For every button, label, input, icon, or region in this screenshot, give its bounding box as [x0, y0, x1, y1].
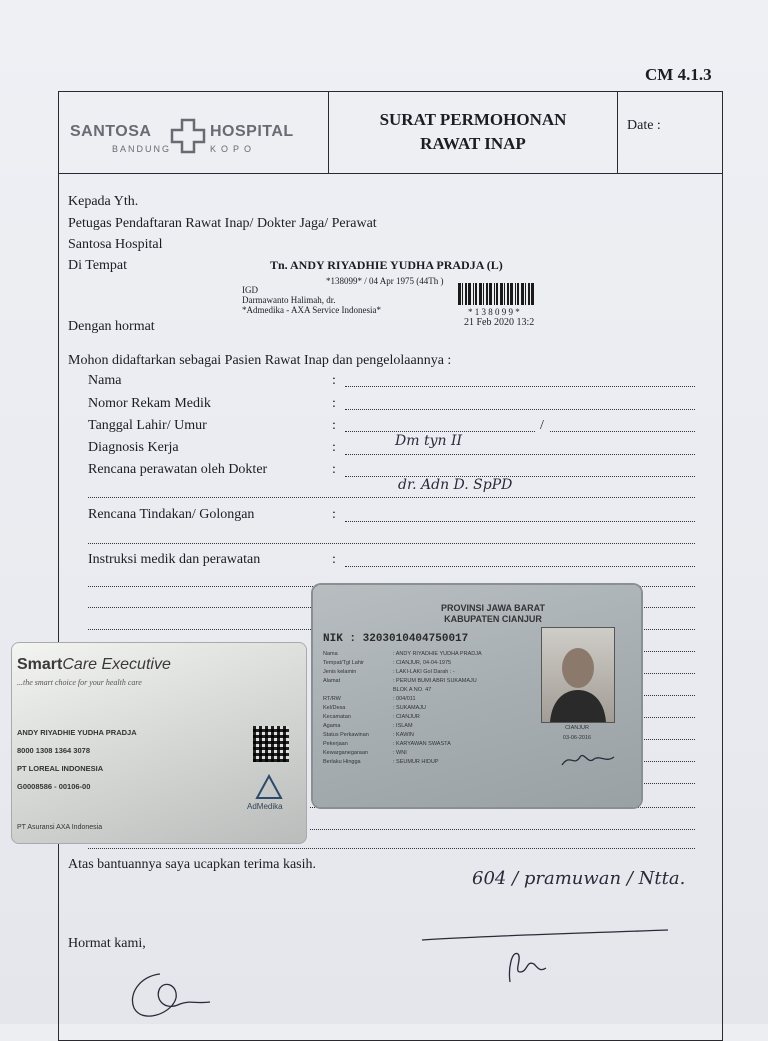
barcode-bar [525, 283, 526, 305]
closing-text: Hormat kami, [68, 936, 146, 951]
field-line-rencana-perawatan-2[interactable] [88, 497, 695, 498]
field-line-rencana-tindakan-2[interactable] [88, 543, 695, 544]
field-line-instruksi[interactable] [345, 566, 695, 567]
ktp-field-value: : ANDY RIYADHIE YUDHA PRADJA [393, 651, 482, 657]
barcode-bar [483, 283, 484, 305]
field-line-instruksi-14[interactable] [88, 848, 695, 849]
logo-sub-kopo: KOPO [210, 144, 257, 154]
barcode-bar [500, 283, 503, 305]
thanks-text: Atas bantuannya saya ucapkan terima kasih. [68, 857, 317, 872]
barcode-bar [475, 283, 477, 305]
handwritten-note: 604 / pramuwan / Ntta. [472, 868, 686, 889]
admedika-logo-icon [255, 774, 283, 800]
field-line-instruksi-9[interactable] [640, 739, 695, 740]
barcode-bar [458, 283, 461, 305]
ktp-field-value: : SEUMUR HIDUP [393, 759, 439, 765]
patient-signature [120, 968, 230, 1024]
field-line-instruksi-13[interactable] [310, 829, 695, 830]
header-divider-right [617, 91, 618, 173]
field-line-instruksi-12[interactable] [310, 807, 695, 808]
card-company: PT LOREAL INDONESIA [17, 764, 104, 773]
field-colon: : [332, 373, 336, 388]
field-line-tanggal-lahir[interactable] [345, 431, 535, 432]
qr-code-icon [253, 726, 289, 762]
ktp-field-label: Kel/Desa [323, 705, 346, 711]
barcode-bar [489, 283, 492, 305]
ktp-field-value: BLOK A NO. 47 [393, 687, 432, 693]
field-label-tanggal-lahir: Tanggal Lahir/ Umur [88, 418, 207, 433]
field-line-instruksi-5[interactable] [640, 651, 695, 652]
field-colon: : [332, 440, 336, 455]
ktp-issue-date: 03-06-2016 [562, 735, 592, 741]
handwritten-diagnosis: Dm tyn II [395, 433, 463, 449]
field-line-diagnosis[interactable] [345, 454, 695, 455]
field-label-instruksi: Instruksi medik dan perawatan [88, 552, 261, 567]
ktp-field-value: : 004/011 [393, 696, 416, 702]
label-timestamp: 21 Feb 2020 13:2 [464, 317, 535, 328]
logo-sub-bandung: BANDUNG [112, 144, 172, 154]
ktp-field-value: : LAKI-LAKI Gol Darah : - [393, 669, 455, 675]
ktp-photo [541, 627, 615, 723]
barcode-bar [465, 283, 467, 305]
field-label-nama: Nama [88, 373, 122, 388]
doctor-signature [500, 942, 550, 986]
person-photo-icon [542, 628, 614, 722]
title-line-2: RAWAT INAP [420, 134, 526, 153]
form-code: CM 4.1.3 [645, 65, 712, 84]
ktp-field-value: : KARYAWAN SWASTA [393, 741, 451, 747]
address-line-3: Di Tempat [68, 258, 128, 273]
field-colon: : [332, 418, 336, 433]
field-line-nama[interactable] [345, 386, 695, 387]
hospital-logo [70, 118, 320, 162]
field-line-rencana-tindakan[interactable] [345, 521, 695, 522]
ktp-field-value: : WNI [393, 750, 407, 756]
card-holder: ANDY RIYADHIE YUDHA PRADJA [17, 728, 137, 737]
barcode-bar [496, 283, 498, 305]
card-policy: G0008586 - 00106-00 [17, 782, 91, 791]
field-label-rencana-perawatan: Rencana perawatan oleh Dokter [88, 462, 268, 477]
barcode-bar [517, 283, 519, 305]
ktp-field-value: : PERUM BUMI ABRI SUKAMAJU [393, 678, 477, 684]
ktp-field-label: Pekerjaan [323, 741, 348, 747]
ktp-field-label: Tempat/Tgl Lahir [323, 660, 364, 666]
logo-word-hospital: HOSPITAL [210, 123, 294, 140]
field-colon: : [332, 396, 336, 411]
field-line-instruksi-7[interactable] [640, 695, 695, 696]
header-divider-left [328, 91, 329, 173]
intro-text: Mohon didaftarkan sebagai Pasien Rawat Inap dan pengelolaannya : [68, 353, 452, 368]
barcode-bar [515, 283, 516, 305]
logo-word-santosa: SANTOSA [70, 123, 152, 140]
field-colon: : [332, 552, 336, 567]
date-separator: / [540, 418, 544, 433]
field-colon: : [332, 462, 336, 477]
ktp-field-value: : SUKAMAJU [393, 705, 427, 711]
ktp-field-value: : ISLAM [393, 723, 413, 729]
barcode-icon [458, 283, 538, 307]
ktp-field-label: Kewarganegaraan [323, 750, 368, 756]
ktp-field-value: : CIANJUR [393, 714, 420, 720]
title-line-1: SURAT PERMOHONAN [379, 110, 567, 129]
barcode-number: * 1 3 8 0 9 9 * [468, 307, 520, 317]
barcode-bar [521, 283, 524, 305]
card-number: 8000 1308 1364 3078 [17, 746, 90, 755]
ktp-field-label: Alamat [323, 678, 341, 684]
card-insurer: PT Asuransi AXA Indonesia [17, 824, 103, 831]
field-line-instruksi-10[interactable] [640, 761, 695, 762]
address-line-2: Santosa Hospital [68, 237, 163, 252]
barcode-bar [531, 283, 534, 305]
id-card [313, 585, 641, 807]
barcode-bar [473, 283, 474, 305]
patient-label-payer: *Admedika - AXA Service Indonesia* [242, 305, 381, 315]
field-label-rekam-medik: Nomor Rekam Medik [88, 396, 211, 411]
barcode-bar [504, 283, 505, 305]
barcode-bar [507, 283, 509, 305]
ktp-province: PROVINSI JAWA BARAT [440, 603, 545, 613]
field-label-rencana-tindakan: Rencana Tindakan/ Golongan [88, 507, 255, 522]
address-line-1: Petugas Pendaftaran Rawat Inap/ Dokter Jaga/ Perawat [68, 216, 377, 231]
ktp-nik: NIK : 3203010404750017 [323, 633, 469, 645]
address-to: Kepada Yth. [68, 194, 139, 209]
field-label-diagnosis: Diagnosis Kerja [88, 440, 179, 455]
patient-label-mrn: *138099* / 04 Apr 1975 (44Th ) [326, 276, 444, 286]
ktp-field-value: : KAWIN [393, 732, 414, 738]
field-line-umur[interactable] [550, 431, 695, 432]
greeting: Dengan hormat [68, 319, 155, 334]
ktp-field-label: Status Perkawinan [323, 732, 369, 738]
card-brand: SmartCare Executive [17, 656, 171, 673]
ktp-field-label: RT/RW [323, 696, 341, 702]
field-line-rekam-medik[interactable] [345, 409, 695, 410]
ktp-regency: KABUPATEN CIANJUR [444, 614, 542, 624]
ktp-field-label: Agama [323, 723, 341, 729]
field-colon: : [332, 507, 336, 522]
barcode-bar [462, 283, 463, 305]
ktp-field-value: : CIANJUR, 04-04-1975 [393, 660, 452, 666]
ktp-field-label: Nama [323, 651, 338, 657]
header-divider [58, 173, 723, 174]
barcode-bar [468, 283, 471, 305]
insurance-card [11, 642, 307, 844]
barcode-bar [494, 283, 495, 305]
ktp-field-label: Jenis kelamin [323, 669, 357, 675]
barcode-bar [479, 283, 482, 305]
card-tagline: ...the smart choice for your health care [17, 678, 142, 687]
barcode-bar [528, 283, 530, 305]
patient-label-unit: IGD [242, 285, 258, 295]
patient-label-doctor: Darmawanto Halimah, dr. [242, 295, 336, 305]
field-line-instruksi-6[interactable] [640, 673, 695, 674]
field-line-instruksi-11[interactable] [640, 783, 695, 784]
barcode-bar [510, 283, 513, 305]
ktp-field-label: Kecamatan [323, 714, 351, 720]
ktp-issue-city: CIANJUR [565, 725, 589, 731]
document-title [330, 108, 616, 156]
ktp-signature [558, 747, 618, 771]
patient-label-name: Tn. ANDY RIYADHIE YUDHA PRADJA (L) [270, 258, 503, 272]
cross-icon [170, 118, 206, 154]
barcode-bar [486, 283, 488, 305]
field-line-instruksi-8[interactable] [640, 717, 695, 718]
date-label: Date : [627, 118, 661, 133]
ktp-field-label: Berlaku Hingga [323, 759, 361, 765]
handwritten-doctor: dr. Adn D. SpPD [398, 477, 513, 493]
card-network: AdMedika [247, 802, 283, 811]
